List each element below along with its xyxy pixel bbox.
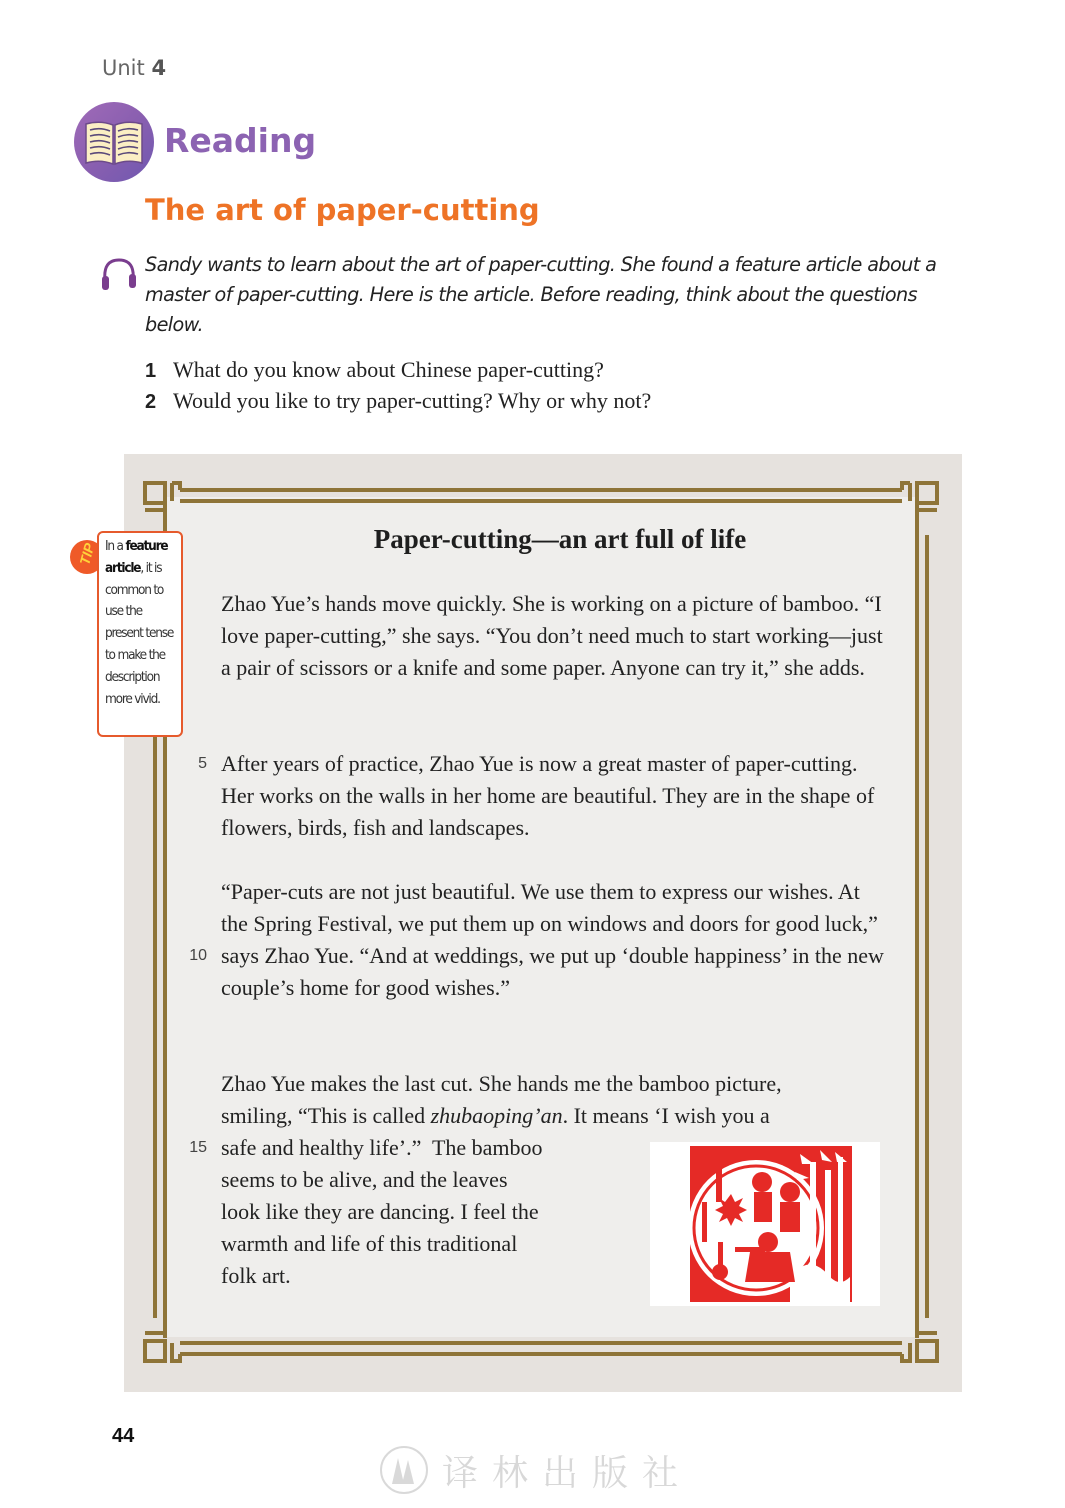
lesson-title: The art of paper-cutting bbox=[145, 193, 540, 227]
paragraph-text: After years of practice, Zhao Yue is now a great master of paper-cutting. Her works on the walls in her home are beautiful. They are in the shape of flowers, birds, fish and landscapes. bbox=[221, 751, 875, 840]
question-text: What do you know about Chinese paper-cutting? bbox=[173, 357, 604, 382]
tip-text-bold: feature article bbox=[105, 538, 168, 576]
question-text: Would you like to try paper-cutting? Why or why not? bbox=[173, 388, 652, 413]
unit-text: Unit bbox=[102, 56, 145, 80]
watermark-text: 译林出版社 bbox=[442, 1452, 693, 1494]
paragraph-line: safe and healthy life’.” The bamboo bbox=[221, 1135, 543, 1160]
paper-cut-image bbox=[650, 1142, 880, 1306]
line-text: . It means ‘I wish you a bbox=[562, 1103, 770, 1128]
article-paragraph-1 bbox=[221, 588, 891, 684]
paragraph-line: folk art. bbox=[221, 1263, 291, 1288]
unit-number: 4 bbox=[151, 56, 167, 80]
line-text: smiling, “This is called bbox=[221, 1103, 431, 1128]
paragraph-line bbox=[221, 1100, 891, 1132]
article-paragraph-2 bbox=[221, 748, 891, 844]
paragraph-line: Zhao Yue makes the last cut. She hands me the bamboo picture, bbox=[221, 1071, 782, 1096]
tip-text-post: , it is common to use the present tense to make the description more vivid. bbox=[105, 559, 174, 707]
line-number: 10 bbox=[189, 947, 207, 964]
tip-text-pre: In a bbox=[105, 538, 126, 554]
line-number: 15 bbox=[189, 1139, 207, 1156]
paragraph-line: seems to be alive, and the leaves bbox=[221, 1167, 508, 1192]
page-number: 44 bbox=[112, 1425, 135, 1447]
pinyin-term: zhubaoping’an bbox=[430, 1103, 563, 1128]
article-paragraph-3 bbox=[221, 876, 891, 1004]
publisher-logo-icon bbox=[380, 1446, 428, 1494]
tip-badge-label: TIP bbox=[76, 541, 98, 567]
paragraph-text: Zhao Yue’s hands move quickly. She is working on a picture of bamboo. “I love paper-cutting,” she says. “You don’t need much to start working—just a pair of scissors or a knife and some paper. Anyone can try it,” she adds. bbox=[221, 591, 883, 680]
question-number: 2 bbox=[145, 391, 157, 413]
paragraph-line: warmth and life of this traditional bbox=[221, 1231, 518, 1256]
tip-box bbox=[97, 531, 183, 737]
publisher-watermark bbox=[380, 1445, 692, 1495]
line-number: 5 bbox=[198, 755, 207, 772]
article-title: Paper-cutting—an art full of life bbox=[373, 524, 747, 554]
paragraph-line: look like they are dancing. I feel the bbox=[221, 1199, 539, 1224]
question-number: 1 bbox=[145, 360, 157, 382]
intro-text: Sandy wants to learn about the art of paper-cutting. She found a feature article about a master of paper-cutting. Here is the article. Before reading, think about the questions below. bbox=[145, 253, 937, 336]
paragraph-text: “Paper-cuts are not just beautiful. We use them to express our wishes. At the Spring Festival, we put them up on windows and doors for good luck,” says Zhao Yue. “And at weddings, we put up ‘double happiness’ in the new couple’s home for good wishes.” bbox=[221, 879, 884, 1000]
section-title: Reading bbox=[164, 121, 317, 160]
